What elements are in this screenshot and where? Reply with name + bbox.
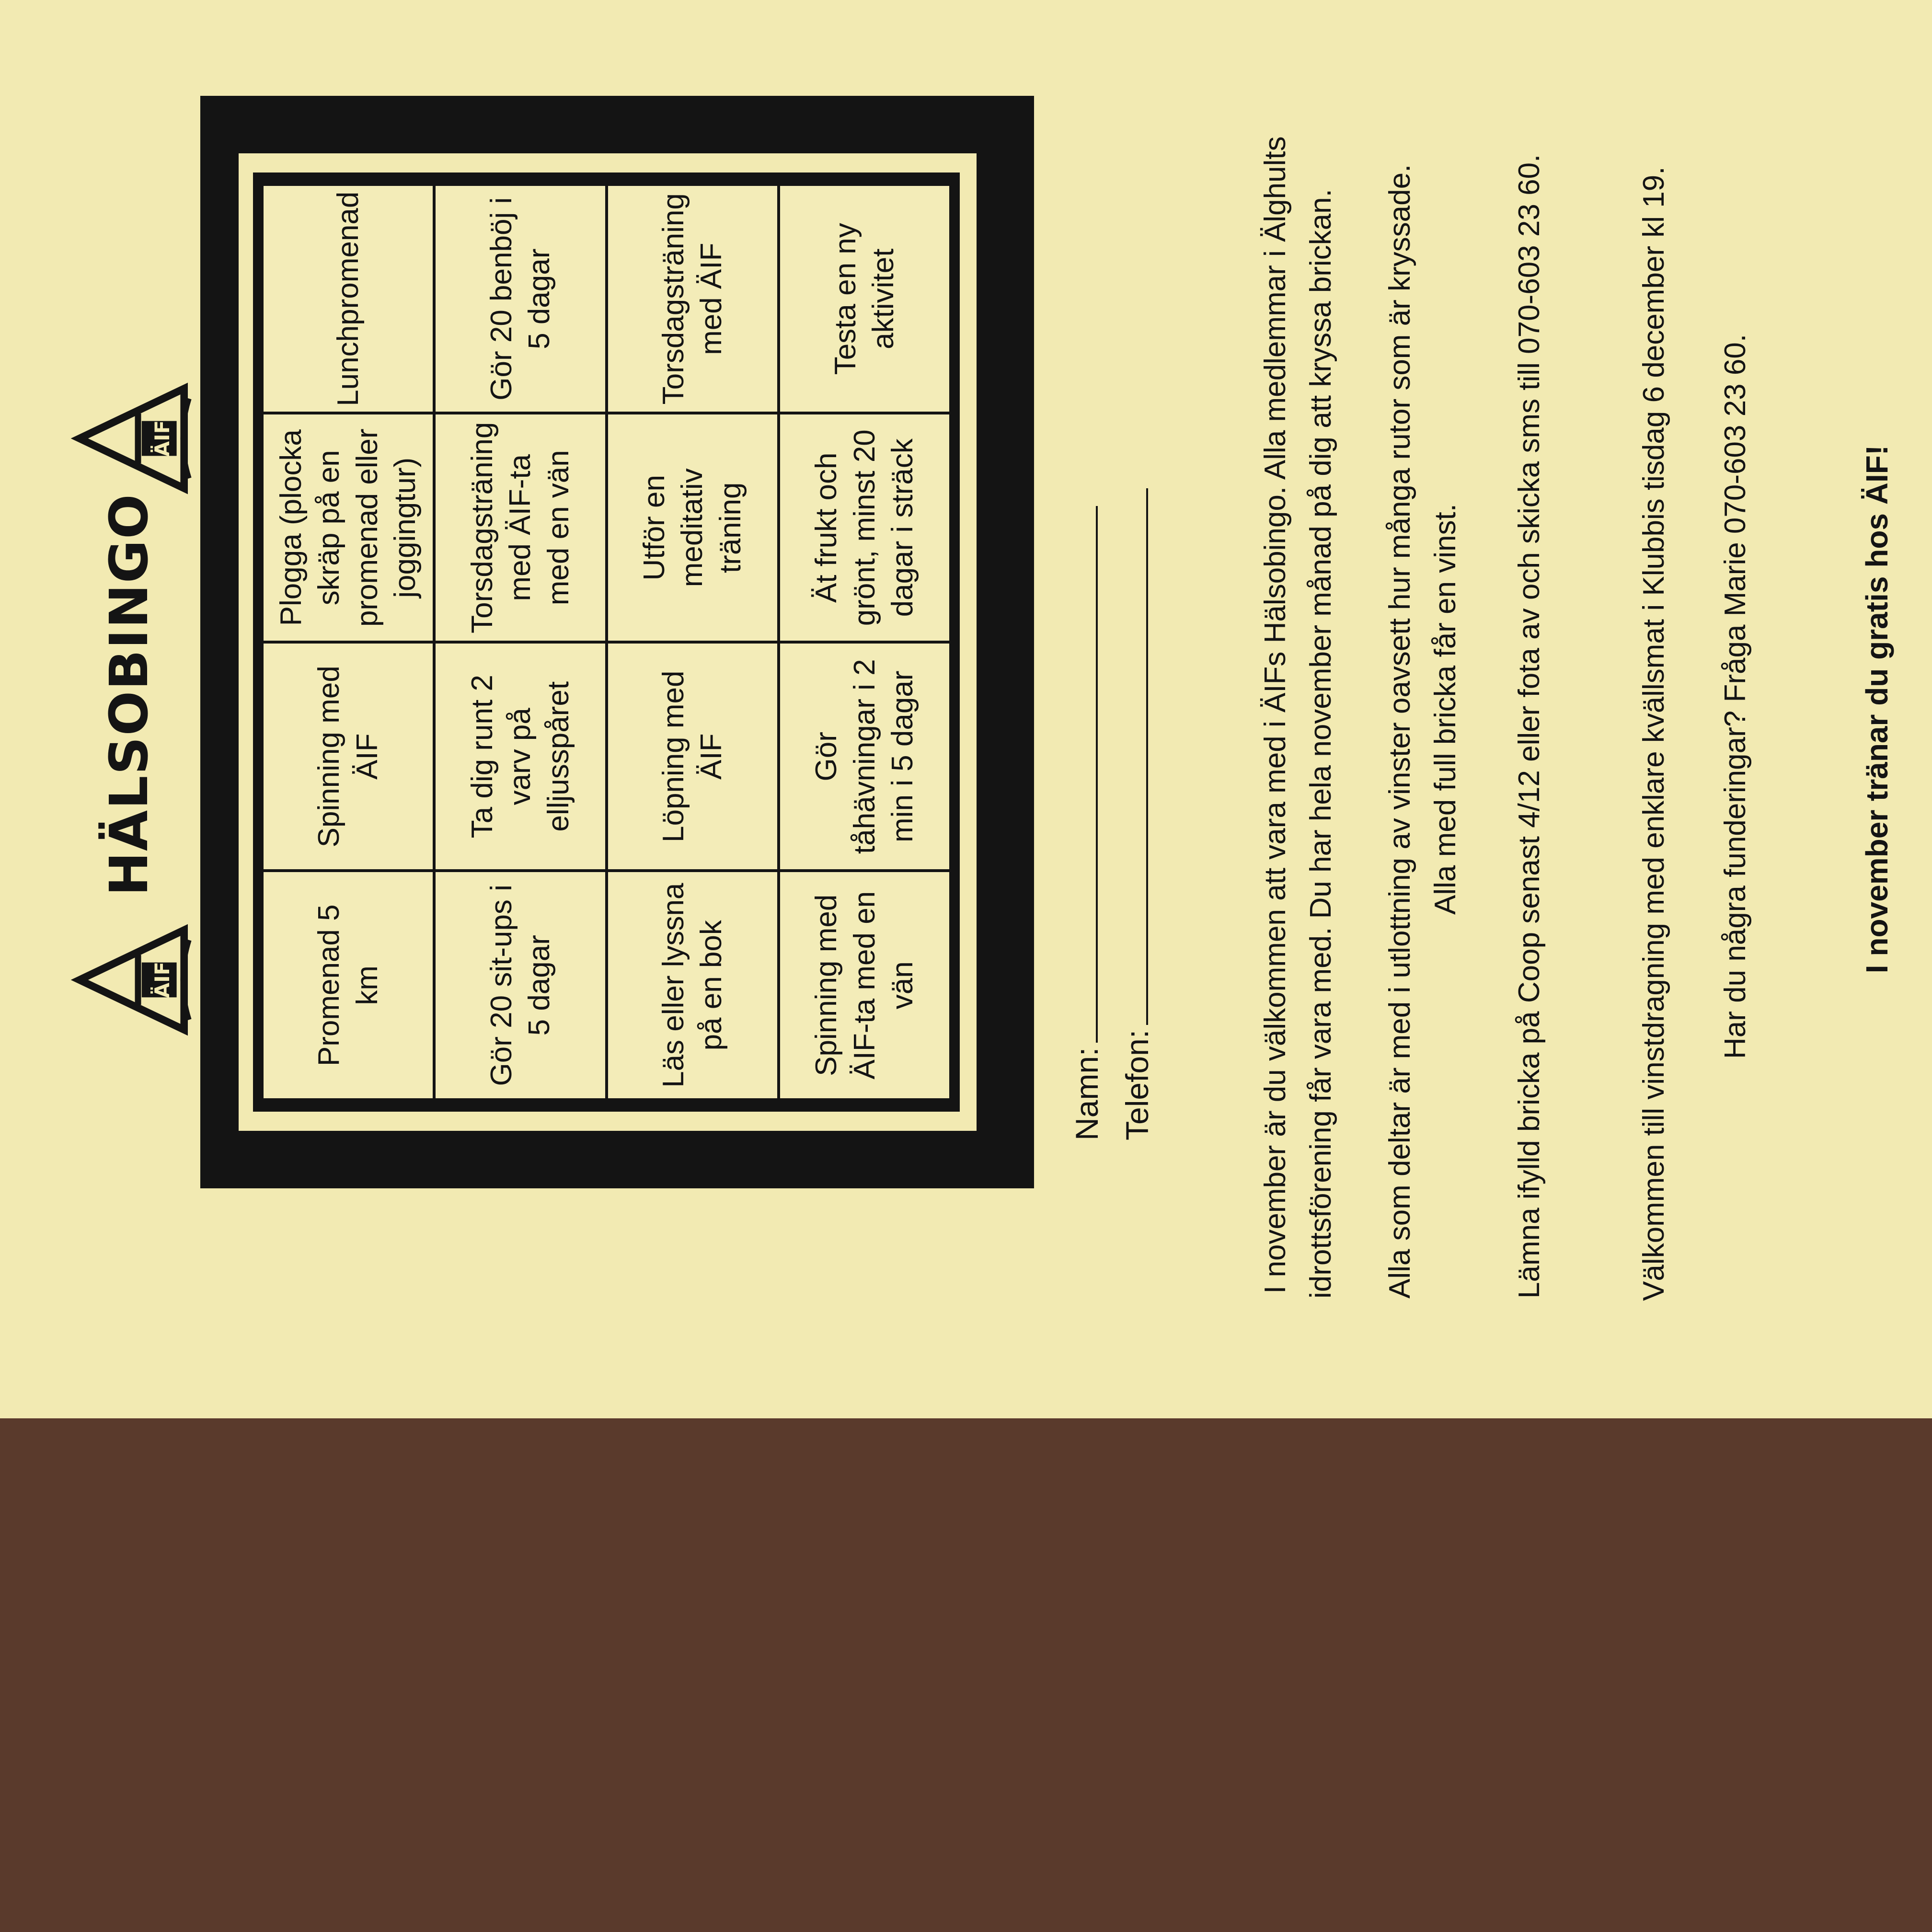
prize-line-1: Alla som deltar är med i utlottning av vinster oavsett hur många rutor som är kryssade. (1383, 164, 1416, 1299)
name-field[interactable] (1069, 506, 1105, 1140)
phone-label: Telefon: (1119, 1029, 1155, 1140)
draw-info: Välkommen till vinstdragning med enklare kvällsmat i Klubbis tisdag 6 december kl 19. (1637, 166, 1670, 1301)
table-edge (1418, 0, 1453, 1932)
submit-info: Lämna ifylld bricka på Coop senast 4/12 eller fota av och skicka sms till 070-603 23 60. (1513, 154, 1546, 1299)
intro-line-2: idrottsförening får vara med. Du har hela november månad på dig att kryssa brickan. (1304, 189, 1337, 1299)
bingo-cell: Läs eller lyssna på en bok (608, 873, 777, 1099)
bingo-cell: Promenad 5 km (264, 873, 433, 1099)
aif-logo-right (69, 376, 194, 501)
phone-field[interactable] (1119, 488, 1155, 1140)
page-title: HÄLSOBINGO (98, 493, 160, 896)
phone-line[interactable] (1145, 488, 1148, 1025)
bingo-cell: Spinning med ÄIF (264, 644, 433, 870)
bingo-cell: Testa en ny aktivitet (780, 186, 949, 412)
closing-slogan: I november tränar du gratis hos ÄIF! (1860, 445, 1894, 974)
bingo-board (200, 96, 1034, 1188)
bingo-cell: Gör 20 sit-ups i 5 dagar (436, 873, 605, 1099)
bingo-cell: Torsdagsträning med ÄIF (608, 186, 777, 412)
bingo-board-frame (239, 153, 977, 1131)
svg-text:ÄIF: ÄIF (150, 420, 174, 457)
name-line[interactable] (1095, 506, 1098, 1043)
bingo-cell: Plogga (plocka skräp på en promenad eller joggingtur) (264, 415, 433, 641)
prize-line-2: Alla med full bricka får en vinst. (1429, 504, 1462, 915)
aif-logo-left (69, 918, 194, 1042)
questions-info: Har du några funderingar? Fråga Marie 070-603 23 60. (1719, 334, 1752, 1059)
bingo-cell: Spinning med ÄIF-ta med en vän (780, 873, 949, 1099)
svg-text:ÄIF: ÄIF (150, 961, 174, 999)
bingo-board-border (253, 172, 960, 1112)
bingo-cell: Löpning med ÄIF (608, 644, 777, 870)
bingo-cell: Lunchpromenad (264, 186, 433, 412)
bingo-cell: Utför en meditativ träning (608, 415, 777, 641)
name-label: Namn: (1069, 1047, 1104, 1140)
bingo-cell: Ta dig runt 2 varv på elljusspåret (436, 644, 605, 870)
bingo-cell: Gör tåhävningar i 2 min i 5 dagar (780, 644, 949, 870)
bingo-cell: Ät frukt och grönt, minst 20 dagar i sträck (780, 415, 949, 641)
bingo-cell: Torsdagsträning med ÄIF-ta med en vän (436, 415, 605, 641)
bingo-grid (264, 186, 949, 1098)
bingo-cell: Gör 20 benböj i 5 dagar (436, 186, 605, 412)
intro-line-1: I november är du välkommen att vara med i ÄIFs Hälsobingo. Alla medlemmar i Älghults (1259, 136, 1292, 1294)
